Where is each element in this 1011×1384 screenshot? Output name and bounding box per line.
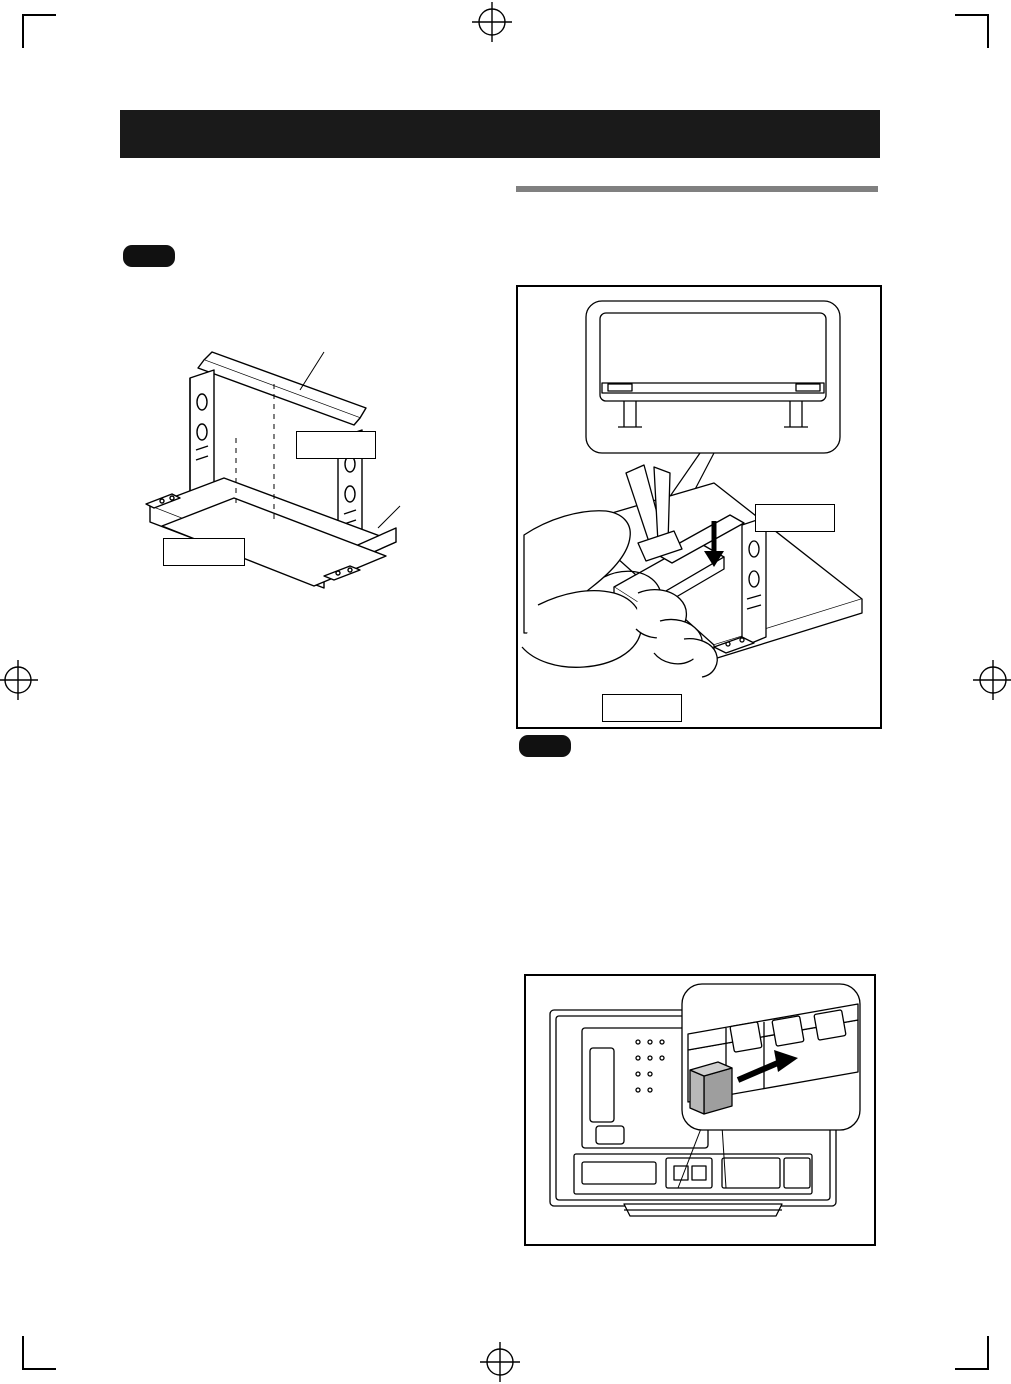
- registration-mark-left: [0, 660, 38, 700]
- crop-mark-top-right: [955, 14, 989, 48]
- section-rule: [516, 186, 878, 192]
- callout-stand-upper: [296, 431, 376, 459]
- page-title-banner: [120, 110, 880, 158]
- figure-rear-connector: [524, 974, 876, 1246]
- callout-stand-lower: [163, 538, 245, 566]
- step-pill-2: [519, 735, 571, 757]
- crop-mark-bottom-right: [955, 1336, 989, 1370]
- crop-mark-top-left: [22, 14, 56, 48]
- registration-mark-bottom: [480, 1342, 520, 1382]
- callout-insert-direction: [755, 504, 835, 532]
- figure-rear-connector-art: [526, 976, 874, 1244]
- step-pill-1: [123, 245, 175, 267]
- registration-mark-top: [472, 2, 512, 42]
- registration-mark-right: [973, 660, 1011, 700]
- callout-bracket: [602, 694, 682, 722]
- figure-stand-assembly: [128, 330, 428, 610]
- crop-mark-bottom-left: [22, 1336, 56, 1370]
